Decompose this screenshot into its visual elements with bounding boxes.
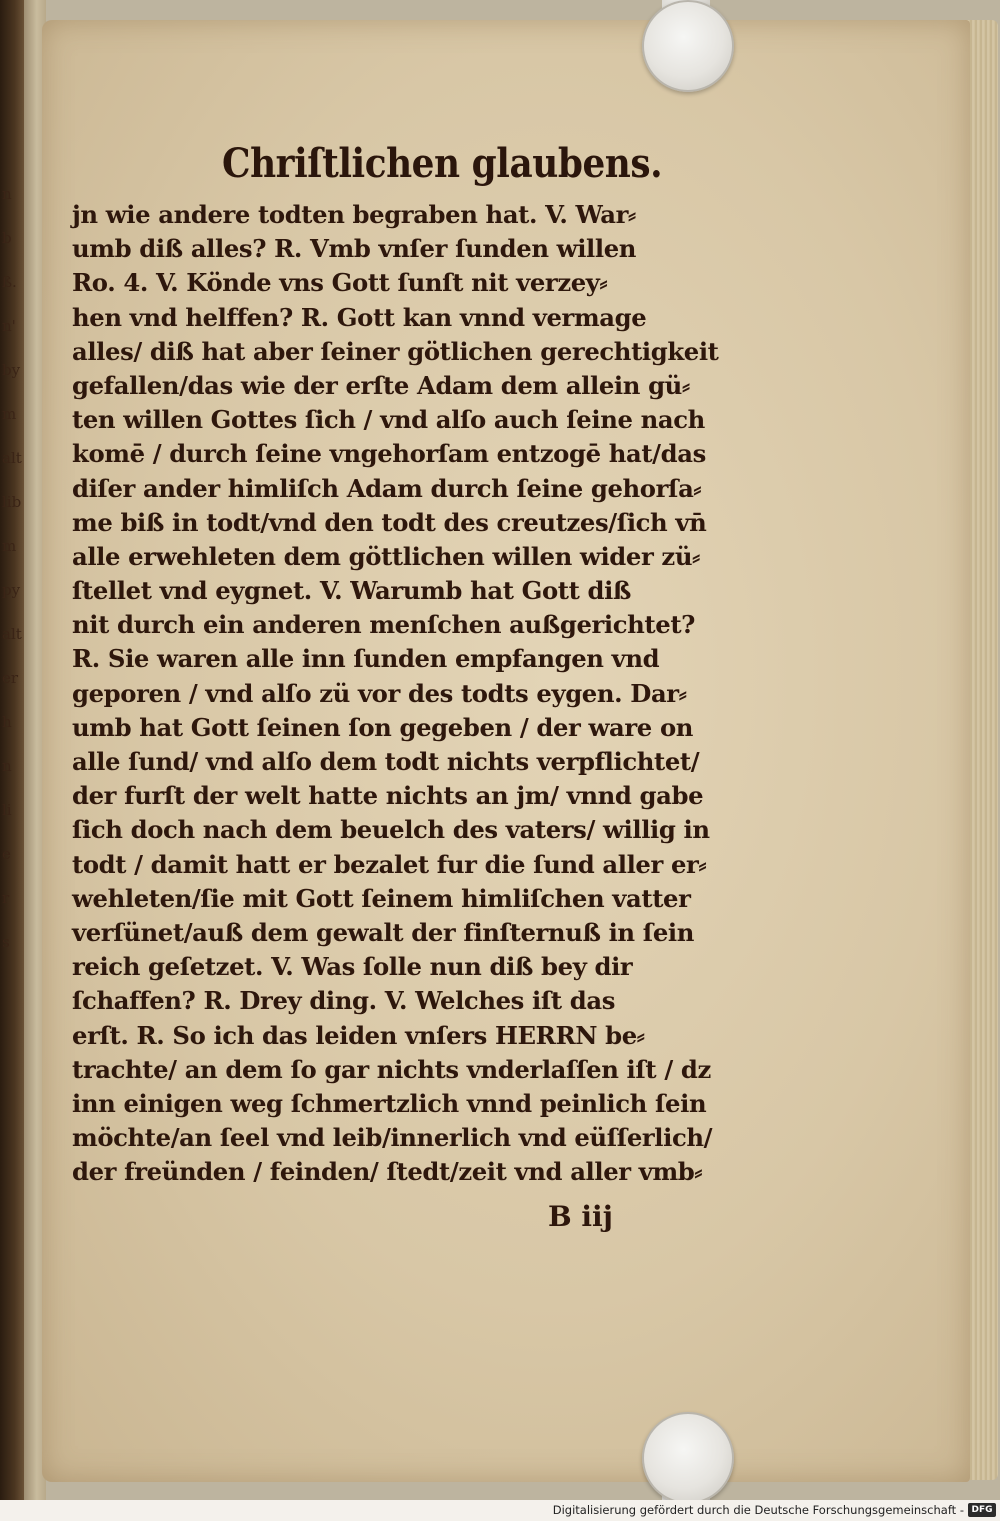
facing-page-letter: b [2, 229, 12, 247]
text-line: alles/ diß hat aber ſeiner götlichen gerechtigkeit [72, 336, 719, 366]
text-line: diſer ander himliſch Adam durch ſeine gehorſa⸗ [72, 473, 702, 503]
book-binding [0, 0, 24, 1500]
text-line: R. Sie waren alle inn ſunden empfangen vnd [72, 644, 660, 674]
facing-page-letter: n' [2, 317, 16, 335]
facing-page-letter: ß. [2, 273, 17, 291]
text-line: alle ſund/ vnd alſo dem todt nichts verpflichtet/ [72, 747, 700, 776]
text-line: todt / damit hatt er bezalet fur die ſund aller er⸗ [72, 849, 707, 879]
text-line: nit durch ein anderen menſchen außgerichtet? [72, 610, 696, 640]
text-line: wehleten/ſie mit Gott ſeinem himliſchen vatter [72, 883, 691, 913]
facing-page-letter: alt [2, 449, 22, 467]
dfg-logo-icon: DFG [968, 1503, 996, 1517]
facing-page-letter: alt [2, 625, 22, 643]
facing-page-letter: n [2, 757, 12, 775]
text-line: me biß in todt/vnd den todt des creutzes/ſich vn̄ [72, 507, 707, 537]
running-heading: Chriſtlichen glaubens. [222, 140, 663, 187]
facing-page-letter: by [2, 361, 21, 379]
facing-page-letter: h [2, 713, 12, 731]
text-line: ſich doch nach dem beuelch des vaters/ willig in [72, 815, 710, 845]
page-clip-bottom [642, 1412, 734, 1500]
text-line: ſchaffen? R. Drey ding. V. Welches iſt das [72, 986, 616, 1016]
text-line: verſünet/auß dem gewalt der finſternuß in ſein [72, 917, 695, 947]
text-line: möchte/an ſeel vnd leib/innerlich vnd eüſſerlich/ [72, 1123, 713, 1153]
signature-mark: B iij [548, 1200, 613, 1233]
page-body-text [72, 198, 732, 1189]
credit-footer [0, 1500, 1000, 1521]
text-line: erſt. R. So ich das leiden vnſers HERRN be⸗ [72, 1020, 645, 1050]
text-line: inn einigen weg ſchmertzlich vnnd peinlich ſein [72, 1088, 707, 1118]
text-line: hen vnd helffen? R. Gott kan vnnd vermage [72, 302, 647, 332]
facing-page-letter: m [2, 537, 17, 555]
text-line: gefallen/das wie der erſte Adam dem allein gü⸗ [72, 370, 690, 400]
facing-page-letter: m [2, 405, 17, 423]
text-line: umb diß alles? R. Vmb vnſer ſunden willen [72, 234, 637, 264]
page-clip-top [642, 0, 734, 92]
text-line: Ro. 4. V. Könde vns Gott ſunſt nit verzey⸗ [72, 268, 608, 298]
text-line: der freünden / feinden/ ſtedt/zeit vnd aller vmb⸗ [72, 1157, 703, 1187]
text-line: ſtellet vnd eygnet. V. Warumb hat Gott diß [72, 576, 631, 606]
facing-page-letter: e [2, 845, 11, 863]
facing-page-letter: li [2, 801, 12, 819]
text-line: alle erwehleten dem göttlichen willen wider zü⸗ [72, 541, 700, 571]
facing-page-letter: r [2, 889, 10, 907]
facing-page-letter: py [2, 581, 21, 599]
text-line: trachte/ an dem ſo gar nichts vnderlaſſen iſt / dz [72, 1054, 711, 1084]
text-line: komē / durch ſeine vngehorſam entzogē hat/das [72, 439, 706, 469]
text-line: der furſt der welt hatte nichts an jm/ vnnd gabe [72, 781, 704, 811]
facing-page-letter: s [2, 933, 10, 951]
text-line: umb hat Gott ſeinen ſon gegeben / der ware on [72, 712, 694, 742]
facing-page-letter: lib [2, 493, 22, 511]
text-line: jn wie andere todten begraben hat. V. War⸗ [72, 200, 636, 229]
text-line: geporen / vnd alſo zü vor des todts eygen. Dar⸗ [72, 678, 687, 708]
facing-page-letter: n [2, 185, 12, 203]
text-line: reich geſetzet. V. Was ſolle nun diß bey dir [72, 952, 633, 982]
funding-credit-text: Digitalisierung gefördert durch die Deutsche Forschungsgemeinschaft - [552, 1503, 964, 1517]
text-line: ten willen Gottes ſich / vnd alſo auch ſeine nach [72, 405, 705, 435]
facing-page-letter: er [2, 669, 19, 687]
